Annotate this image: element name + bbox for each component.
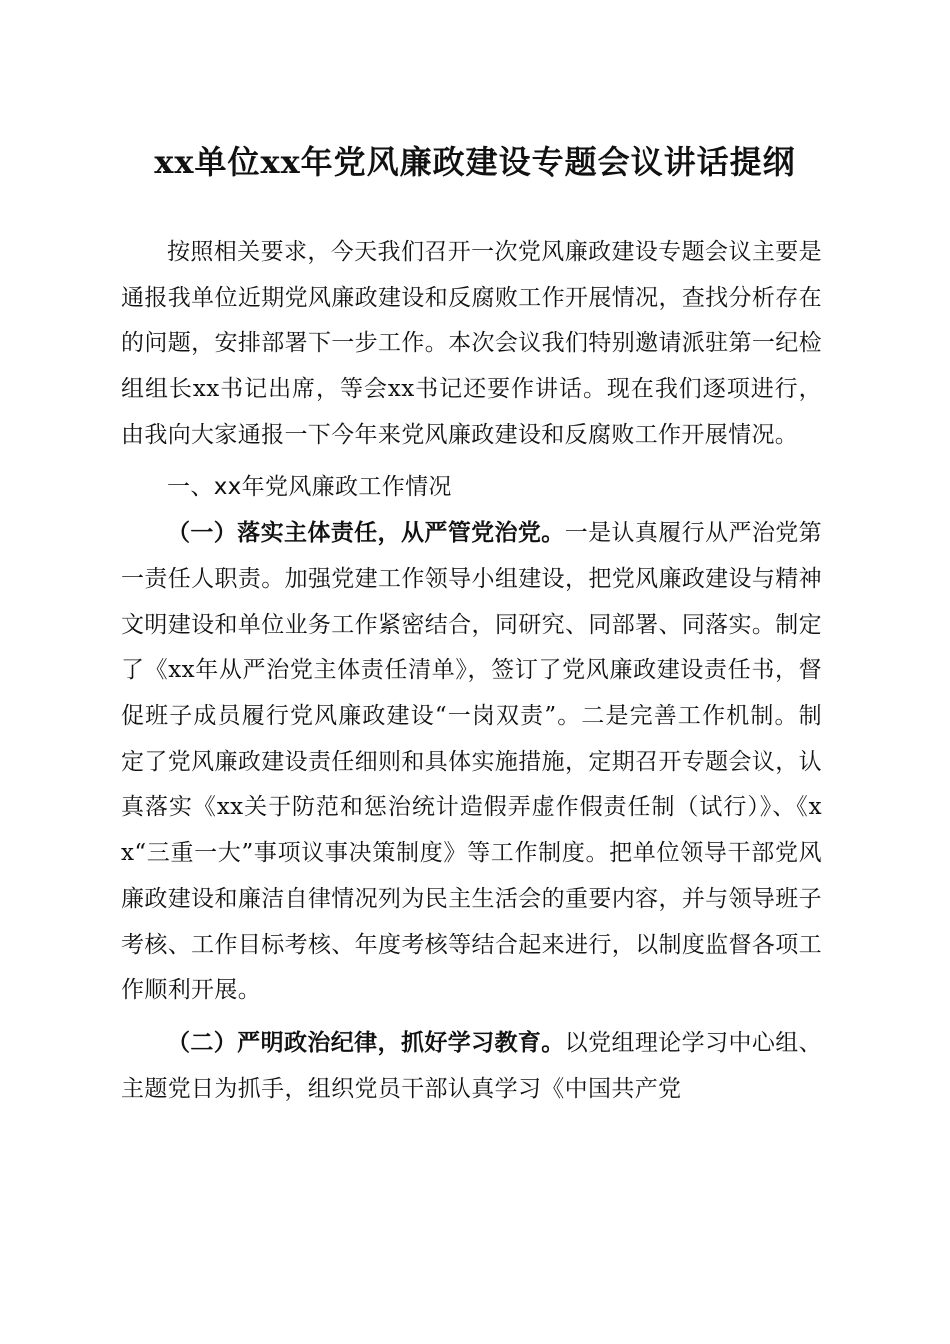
- document-title: xx单位xx年党风廉政建设专题会议讲话提纲: [154, 143, 796, 181]
- section-heading: 一、xx年党风廉政工作情况: [167, 473, 452, 500]
- section-item-subheading: （一）落实主体责任，从严管党治党。: [167, 519, 565, 547]
- section-item-subheading: （二）严明政治纪律，抓好学习教育。: [167, 1028, 565, 1056]
- intro-paragraph: 按照相关要求，今天我们召开一次党风廉政建设专题会议主要是通报我单位近期党风廉政建设和反腐败工作开展情况，查找分析存在的问题，安排部署下一步工作。本次会议我们特别邀请派驻第一纪检组组长xx书记出席，等会xx书记还要作讲话。现在我们逐项进行，由我向大家通报一下今年来党风廉政建设和反腐败工作开展情况。: [121, 239, 822, 448]
- section-item-paragraph: [121, 1020, 822, 1112]
- document-body: [121, 230, 822, 1112]
- section-item-paragraph: [121, 510, 822, 1014]
- section-item-text: 一是认真履行从严治党第一责任人职责。加强党建工作领导小组建设，把党风廉政建设与精神文明建设和单位业务工作紧密结合，同研究、同部署、同落实。制定了《xx年从严治党主体责任清单》，签订了党风廉政建设责任书，督促班子成员履行党风廉政建设“一岗双责”。二是完善工作机制。制定了党风廉政建设责任细则和具体实施措施，定期召开专题会议，认真落实《xx关于防范和惩治统计造假弄虚作假责任制（试行）》、《xx“三重一大”事项议事决策制度》等工作制度。把单位领导干部党风廉政建设和廉洁自律情况列为民主生活会的重要内容，并与领导班子考核、工作目标考核、年度考核等结合起来进行，以制度监督各项工作顺利开展。: [121, 520, 822, 1004]
- section-item-text: 以党组理论学习中心组、主题党日为抓手，组织党员干部认真学习《中国共产党: [121, 1029, 822, 1102]
